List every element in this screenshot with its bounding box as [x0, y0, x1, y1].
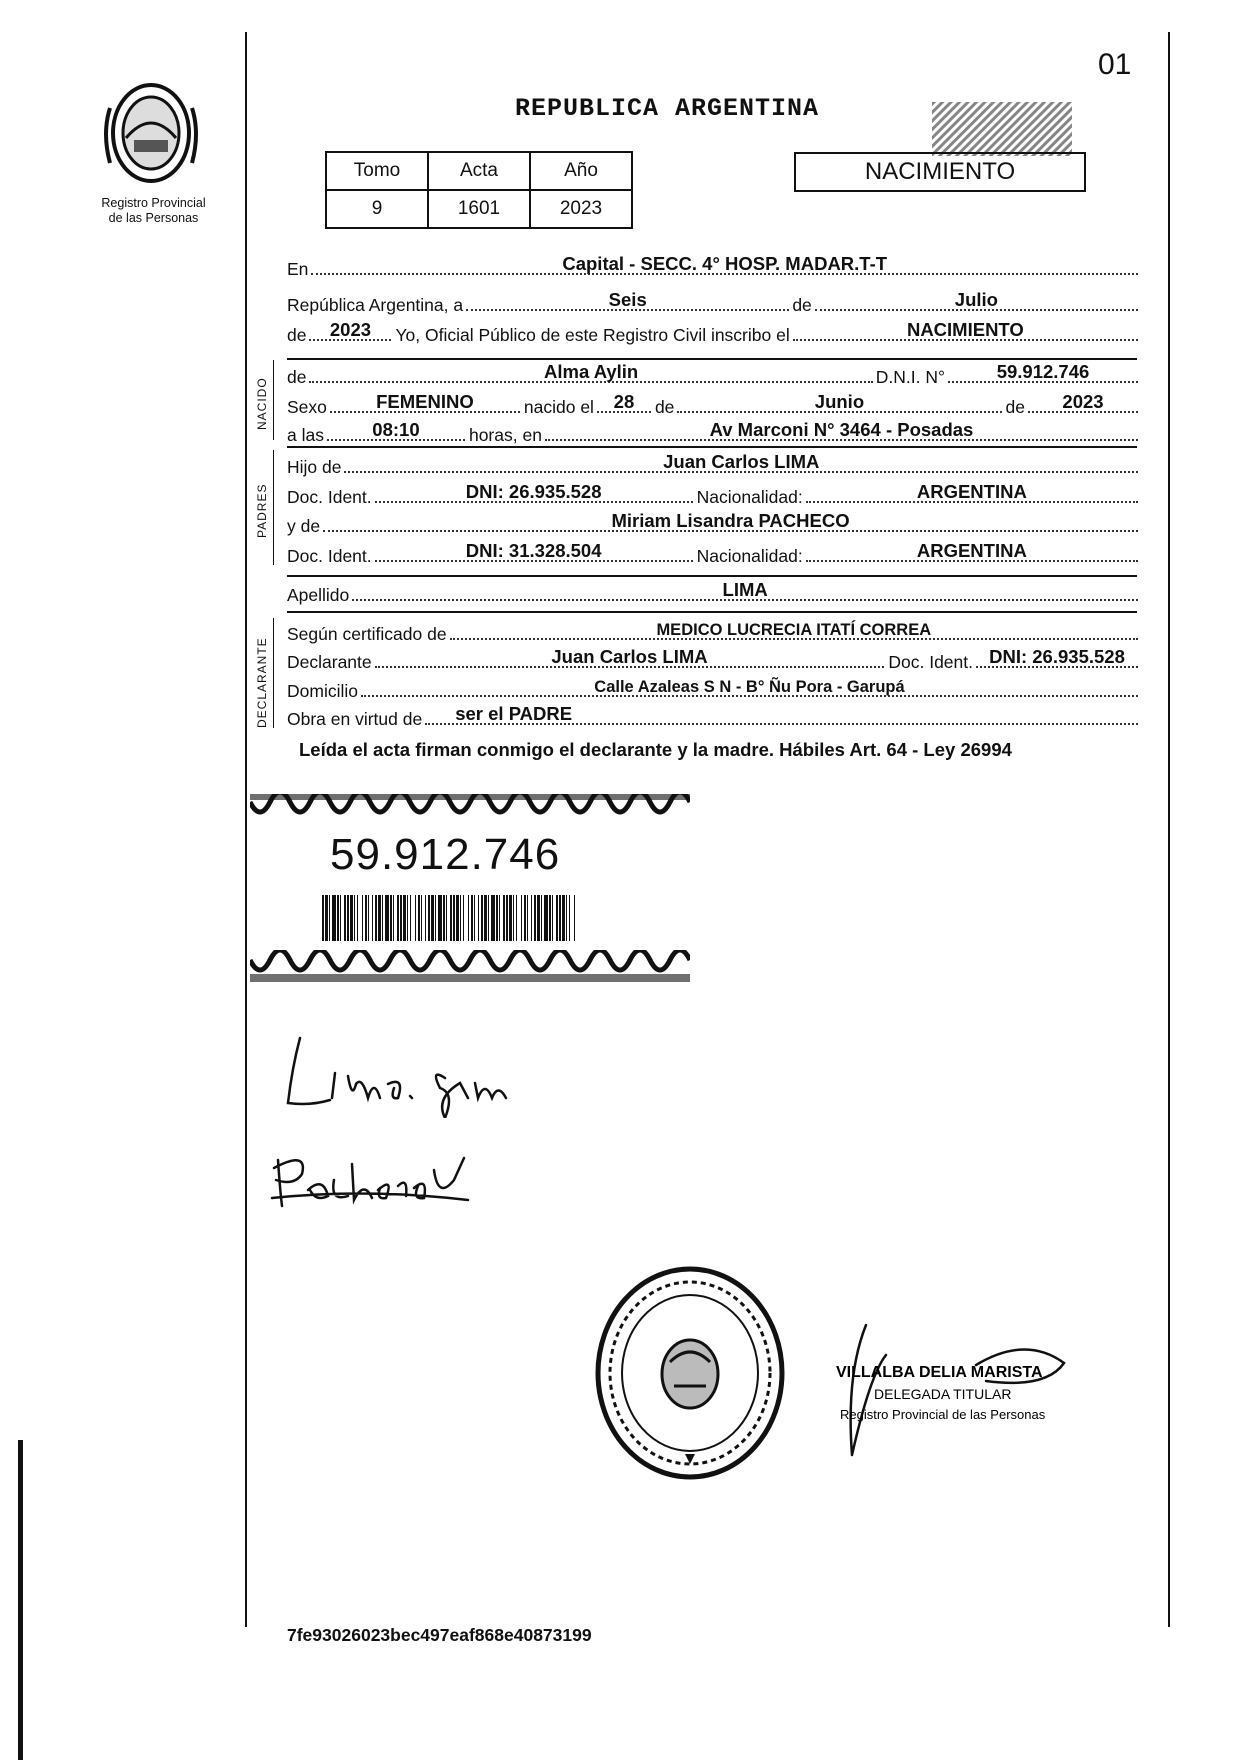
dni-label: D.N.I. N°	[875, 367, 945, 387]
act-value: NACIMIENTO	[906, 319, 1024, 340]
certificate-value: MEDICO LUCRECIA ITATÍ CORREA	[656, 621, 932, 639]
child-name-fill	[309, 361, 872, 383]
logo-caption	[76, 196, 231, 226]
place-label: En	[287, 259, 309, 279]
date-row	[287, 288, 1138, 316]
padres-top-divider	[287, 446, 1137, 448]
official-stamp	[590, 1262, 790, 1484]
date-de-label: de	[792, 295, 812, 315]
acta-value: 1601	[428, 190, 530, 228]
mother-nac-label: Nacionalidad:	[696, 546, 803, 566]
svg-text:Registro Provincial de las Per: Registro Provincial de las Personas	[840, 1407, 1046, 1422]
sexo-value: FEMENINO	[376, 391, 474, 412]
barcode	[322, 895, 580, 941]
nacido-el-label: nacido el	[523, 397, 594, 417]
logo-caption-line-1: Registro Provincial	[101, 196, 206, 210]
logo-caption-line-2: de las Personas	[108, 211, 199, 225]
sexo-fill	[330, 391, 520, 413]
mother-doc-fill	[375, 540, 693, 562]
birth-de2-label: de	[1005, 397, 1025, 417]
month-fill	[815, 289, 1138, 311]
tomo-header: Tomo	[326, 152, 428, 190]
birth-time-row	[287, 418, 1138, 446]
mother-signature	[268, 1140, 478, 1212]
month-value: Julio	[954, 289, 998, 310]
child-dni-value: 59.912.746	[996, 361, 1090, 382]
security-stamp	[932, 102, 1072, 156]
svg-text:DELEGADA TITULAR: DELEGADA TITULAR	[874, 1386, 1012, 1402]
apellido-fill	[352, 579, 1138, 601]
padres-bracket	[273, 450, 274, 565]
capacity-row	[287, 702, 1138, 730]
father-nac-label: Nacionalidad:	[696, 487, 803, 507]
father-doc-label: Doc. Ident.	[287, 487, 372, 507]
certificate-label: Según certificado de	[287, 624, 447, 644]
anio-value: 2023	[530, 190, 632, 228]
declarant-doc-fill	[976, 646, 1138, 668]
edge-bar	[18, 1440, 23, 1760]
horas-en-label: horas, en	[468, 425, 542, 445]
birth-de1-label: de	[654, 397, 675, 417]
year-de-label: de	[287, 325, 307, 345]
father-fill	[344, 451, 1138, 473]
father-doc-value: DNI: 26.935.528	[465, 481, 602, 502]
declarant-doc-value: DNI: 26.935.528	[989, 646, 1125, 667]
birth-place-fill	[545, 419, 1138, 441]
domicile-label: Domicilio	[287, 681, 358, 701]
domicile-row	[287, 674, 1138, 702]
birth-month-fill	[677, 391, 1001, 413]
sexo-label: Sexo	[287, 397, 327, 417]
capacity-label: Obra en virtud de	[287, 709, 423, 729]
apellido-top-divider	[287, 575, 1137, 577]
security-band-bottom	[250, 950, 690, 982]
mother-doc-value: DNI: 31.328.504	[465, 540, 602, 561]
large-dni-number: 59.912.746	[330, 830, 561, 879]
hijo-de-label: Hijo de	[287, 457, 342, 477]
apellido-value: LIMA	[722, 579, 768, 600]
hora-fill	[327, 419, 465, 441]
birth-day-value: 28	[613, 391, 635, 412]
security-band-top	[250, 794, 690, 824]
capacity-value: ser el PADRE	[455, 703, 573, 724]
year-row	[287, 318, 1138, 346]
svg-text:VILLALBA DELIA MARISTA: VILLALBA DELIA MARISTA	[836, 1364, 1043, 1381]
padres-section-label: PADRES	[255, 483, 269, 538]
birth-row	[287, 390, 1138, 418]
father-row	[287, 450, 1138, 478]
birth-place-value: Av Marconi N° 3464 - Posadas	[709, 419, 974, 440]
nacido-bracket	[273, 360, 274, 440]
date-label: República Argentina, a	[287, 295, 464, 315]
child-name-row	[287, 360, 1138, 388]
declarant-label: Declarante	[287, 652, 372, 672]
child-de-label: de	[287, 367, 307, 387]
province-seal-logo	[96, 78, 206, 188]
nacido-section-label: NACIDO	[255, 377, 269, 430]
inscription-text: Yo, Oficial Público de este Registro Civil inscribo el	[395, 325, 790, 345]
declarante-top-divider	[287, 611, 1137, 613]
declarant-signature	[270, 1028, 530, 1118]
mother-row	[287, 509, 1138, 537]
place-row	[287, 252, 1138, 280]
act-type-box: NACIMIENTO	[794, 152, 1086, 192]
page-number: 01	[1098, 48, 1132, 81]
mother-doc-row	[287, 539, 1138, 567]
father-nac-fill	[806, 481, 1138, 503]
mother-nac-fill	[806, 540, 1138, 562]
acta-header: Acta	[428, 152, 530, 190]
mother-name-value: Miriam Lisandra PACHECO	[611, 510, 850, 531]
document-hash: 7fe93026023bec497eaf868e40873199	[287, 1625, 592, 1645]
domicile-fill	[361, 675, 1138, 697]
father-doc-fill	[375, 481, 693, 503]
capacity-fill	[425, 703, 1138, 725]
hora-value: 08:10	[372, 419, 420, 440]
declarante-bracket	[273, 618, 274, 728]
birth-day-fill	[597, 391, 651, 413]
father-name-value: Juan Carlos LIMA	[663, 451, 820, 472]
mother-fill	[323, 510, 1138, 532]
day-value: Seis	[608, 289, 647, 310]
hora-label: a las	[287, 425, 324, 445]
father-nac-value: ARGENTINA	[916, 481, 1027, 502]
apellido-label: Apellido	[287, 585, 350, 605]
certificate-row	[287, 617, 1138, 645]
declarant-fill	[375, 646, 885, 668]
day-fill	[466, 289, 789, 311]
anio-header: Año	[530, 152, 632, 190]
declarant-row	[287, 645, 1138, 673]
tomo-value: 9	[326, 190, 428, 228]
place-fill	[311, 253, 1138, 275]
father-doc-row	[287, 480, 1138, 508]
registry-table	[325, 151, 633, 229]
birth-year-value: 2023	[1062, 391, 1104, 412]
place-value: Capital - SECC. 4° HOSP. MADAR.T-T	[562, 253, 888, 274]
mother-nac-value: ARGENTINA	[916, 540, 1027, 561]
y-de-label: y de	[287, 516, 321, 536]
mother-doc-label: Doc. Ident.	[287, 546, 372, 566]
closing-statement: Leída el acta firman conmigo el declarante y la madre. Hábiles Art. 64 - Ley 26994	[299, 739, 1012, 760]
child-name-value: Alma Aylin	[544, 361, 639, 382]
declarant-value: Juan Carlos LIMA	[551, 646, 708, 667]
registry-header-row	[326, 152, 632, 190]
birth-year-fill	[1028, 391, 1138, 413]
birth-month-value: Junio	[814, 391, 865, 412]
apellido-row	[287, 578, 1138, 606]
dni-fill	[948, 361, 1138, 383]
year-fill	[309, 319, 391, 341]
country-title: REPUBLICA ARGENTINA	[515, 94, 820, 123]
right-margin-line	[1168, 32, 1170, 1627]
registry-value-row	[326, 190, 632, 228]
certificate-fill	[450, 618, 1138, 640]
declarant-doc-label: Doc. Ident.	[888, 652, 973, 672]
act-fill	[793, 319, 1138, 341]
official-signature	[826, 1315, 1076, 1465]
declarante-section-label: DECLARANTE	[255, 637, 269, 728]
left-margin-line	[245, 32, 247, 1627]
year-value: 2023	[329, 319, 372, 340]
domicile-value: Calle Azaleas S N - B° Ñu Pora - Garupá	[594, 678, 905, 696]
